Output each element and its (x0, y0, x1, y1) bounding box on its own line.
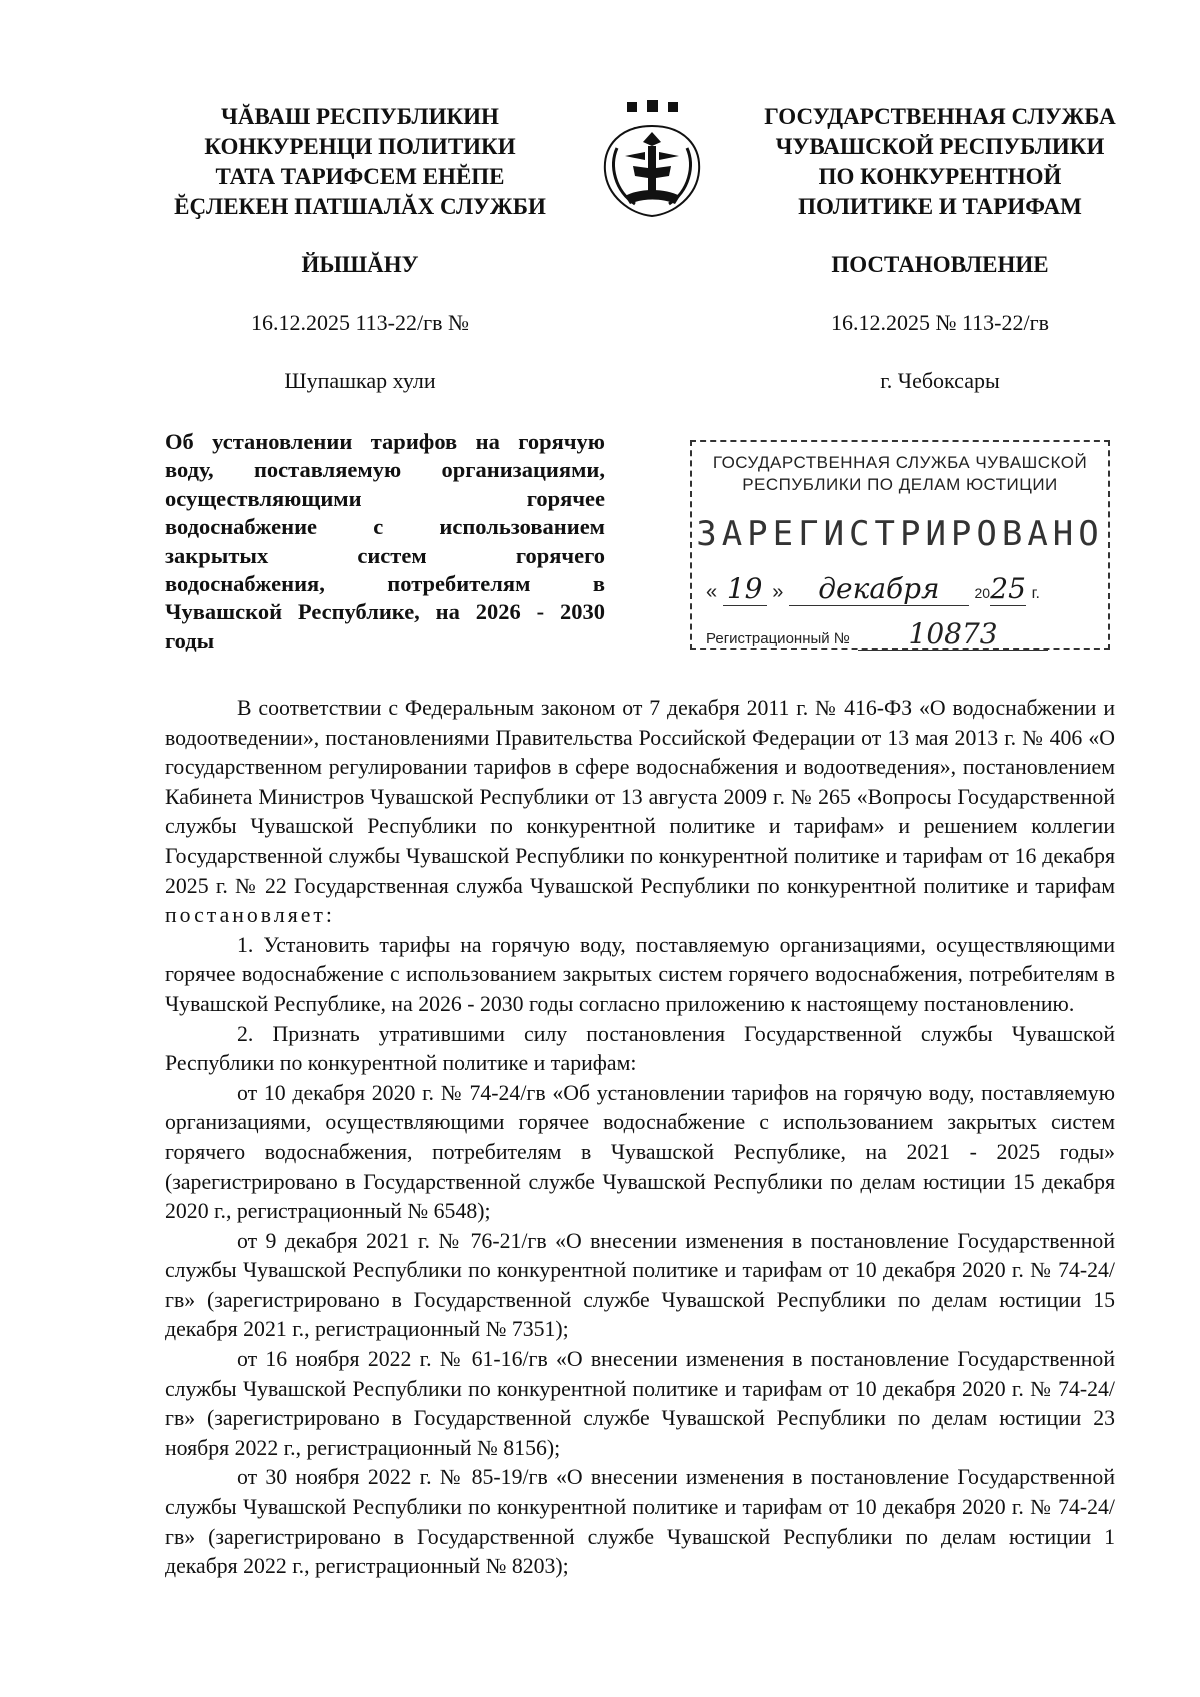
place-russian: г. Чебоксары (880, 368, 1000, 393)
coat-of-arms-emblem (595, 96, 710, 221)
stamp-registered: ЗАРЕГИСТРИРОВАНО (696, 514, 1104, 554)
subject-line: осуществляющими горячее (165, 485, 605, 511)
subject-line: закрытых систем горячего (165, 542, 605, 568)
document-number-chuvash: 16.12.2025 113-22/гв № (250, 310, 470, 335)
stamp-date (706, 572, 1101, 606)
header-chuvash-line: ĔҪЛЕКЕН ПАТШАЛĂХ СЛУЖБИ (174, 194, 546, 219)
preamble-keyword: постановляет: (165, 903, 335, 928)
body-paragraph-item-2: 2. Признать утратившими силу постановления Государственной службы Чувашской Республики по конкурентной политике и тарифам: (165, 1021, 1115, 1076)
body-paragraph-item-1: 1. Установить тарифы на горячую воду, поставляемую организациями, осуществляющими горячее водоснабжение с использованием закрытых систем горячего водоснабжения, потребителям в Чувашской Республике, на 2026 - 2030 годы согласно приложению к настоящему постановлению. (165, 932, 1115, 1016)
stamp-quote-open: « (706, 581, 718, 603)
body-paragraph-repeal: от 10 декабря 2020 г. № 74-24/гв «Об установлении тарифов на горячую воду, поставляемую организациями, осуществляющими горячее водоснабжение с использованием закрытых систем горячего водоснабжения, потребителям в Чувашской Республике, на 2021 - 2025 годы» (зарегистрировано в Государственной службе Чувашской Республики по делам юстиции 15 декабря 2020 г., регистрационный № 6548); (165, 1080, 1115, 1224)
registration-stamp (690, 440, 1110, 650)
stamp-month: декабря (789, 572, 969, 606)
subject-line: Об установлении тарифов на горячую (165, 429, 605, 454)
stamp-year-suffix: 25 (990, 572, 1026, 605)
stamp-reg-label: Регистрационный № (706, 630, 850, 647)
header-chuvash-line: КОНКУРЕНЦИ ПОЛИТИКИ (204, 134, 516, 159)
body-paragraph-repeal: от 30 ноября 2022 г. № 85-19/гв «О внесении изменения в постановление Государственной службы Чувашской Республики по конкурентной политике и тарифам от 10 декабря 2020 г. № 74-24/гв» (зарегистрировано в Государственной службе Чувашской Республики по делам юстиции 1 декабря 2022 г., регистрационный № 8203); (165, 1465, 1115, 1579)
header-russian (740, 102, 1140, 222)
header-chuvash (150, 102, 570, 222)
document-type-russian: ПОСТАНОВЛЕНИЕ (831, 252, 1049, 277)
body-paragraph-repeal: от 16 ноября 2022 г. № 61-16/гв «О внесении изменения в постановление Государственной службы Чувашской Республики по конкурентной политике и тарифам от 10 декабря 2020 г. № 74-24/гв» (зарегистрировано в Государственной службе Чувашской Республики по делам юстиции 23 ноября 2022 г., регистрационный № 8156); (165, 1347, 1115, 1460)
stamp-reg-number: 10873 (858, 617, 1048, 651)
stamp-registration (706, 617, 1101, 651)
header-russian-line: ГОСУДАРСТВЕННАЯ СЛУЖБА (764, 104, 1116, 129)
subject-line: водоснабжение с использованием (165, 514, 605, 540)
body-paragraph-repeal: от 9 декабря 2021 г. № 76-21/гв «О внесении изменения в постановление Государственной службы Чувашской Республики по конкурентной политике и тарифам от 10 декабря 2020 г. № 74-24/гв» (зарегистрировано в Государственной службе Чувашской Республики по делам юстиции 15 декабря 2021 г., регистрационный № 7351); (165, 1228, 1115, 1342)
preamble-text: В соответствии с Федеральным законом от 7 декабря 2011 г. № 416-ФЗ «О водоснабжении и водоотведении», постановлениями Правительства Российской Федерации от 13 мая 2013 г. № 406 «О государственном регулировании тарифов в сфере водоснабжения и водоотведения», постановлением Кабинета Министров Чувашской Республики от 13 августа 2009 г. № 265 «Вопросы Государственной службы Чувашской Республики по конкурентной политике и тарифам» и решением коллегии Государственной службы Чувашской Республики по конкурентной политике и тарифам от 16 декабря 2025 г. № 22 Государственная служба Чувашской Республики по конкурентной политике и тарифам (165, 696, 1115, 898)
stamp-quote-close: » (772, 581, 784, 603)
stamp-organization (692, 452, 1108, 496)
header-russian-line: ПО КОНКУРЕНТНОЙ (818, 164, 1062, 189)
document-type-chuvash: ЙЫШĂНУ (301, 252, 419, 277)
document-body (165, 694, 1115, 1582)
place-chuvash: Шупашкар хули (284, 368, 436, 393)
header-russian-line: ПОЛИТИКЕ И ТАРИФАМ (798, 194, 1082, 219)
subject-line: годы (165, 627, 215, 653)
stamp-org-line: ГОСУДАРСТВЕННАЯ СЛУЖБА ЧУВАШСКОЙ (712, 453, 1088, 472)
header-chuvash-line: ТАТА ТАРИФСЕМ ЕНĔПЕ (215, 164, 505, 189)
header-chuvash-line: ЧĂВАШ РЕСПУБЛИКИН (221, 104, 499, 129)
stamp-year-prefix: 20 (974, 585, 991, 601)
subject-line: воду, поставляемую организациями, (165, 457, 605, 483)
subject-line: водоснабжения, потребителям в (165, 571, 605, 597)
body-paragraph-preamble (165, 694, 1115, 931)
document-subject (165, 428, 605, 655)
subject-line: Чувашской Республике, на 2026 - 2030 (165, 599, 605, 625)
document-number-russian: 16.12.2025 № 113-22/гв (830, 310, 1050, 335)
stamp-year-unit: г. (1031, 585, 1040, 602)
stamp-org-line: РЕСПУБЛИКИ ПО ДЕЛАМ ЮСТИЦИИ (742, 475, 1058, 494)
header-russian-line: ЧУВАШСКОЙ РЕСПУБЛИКИ (775, 134, 1105, 159)
stamp-day: 19 (723, 572, 767, 606)
